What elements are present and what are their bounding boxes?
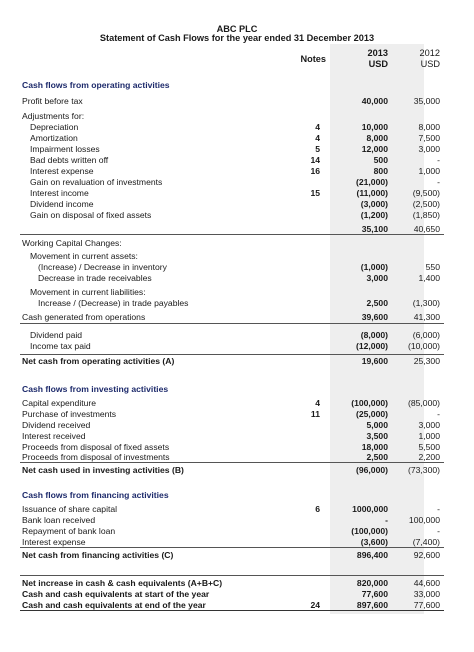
row-label: Interest expense [30,166,94,176]
row-note: 5 [315,144,320,154]
row-label: Cash flows from operating activities [22,80,170,90]
statement-row [0,188,474,199]
row-label: Bank loan received [22,515,96,525]
row-value-2013: 39,600 [361,312,388,322]
statement-row [0,398,474,409]
row-value-2012: 100,000 [408,515,440,525]
section-heading [0,384,474,395]
cash-generated-rule-top [20,323,444,324]
row-value-2012: - [437,526,440,536]
row-label: Profit before tax [22,96,83,106]
statement-row [0,431,474,442]
row-value-2012: 77,600 [413,600,440,610]
summary-rule-top [20,575,444,576]
row-value-2012: (9,500) [412,188,440,198]
statement-row [0,251,474,262]
row-label: Working Capital Changes: [22,238,122,248]
row-note: 6 [315,504,320,514]
row-value-2013: 800 [373,166,388,176]
row-value-2012: (6,000) [412,330,440,340]
notes-column-header: Notes [300,54,326,64]
row-label: Depreciation [30,122,79,132]
row-value-2012: 41,300 [413,312,440,322]
row-note: 14 [310,155,320,165]
row-label: Net cash from operating activities (A) [22,356,175,366]
row-value-2012: (1,850) [412,210,440,220]
row-label: Increase / (Decrease) in trade payables [38,298,189,308]
row-label: Income tax paid [30,341,91,351]
statement-row [0,273,474,284]
row-value-2012: 33,000 [413,589,440,599]
row-label: Movement in current liabilities: [30,287,146,297]
row-value-2012: 5,500 [418,442,440,452]
row-label: Dividend paid [30,330,83,340]
row-value-2012: 7,500 [418,133,440,143]
statement-row [0,409,474,420]
statement-row [0,589,474,600]
row-value-2012: 1,400 [418,273,440,283]
row-label: Dividend received [22,420,91,430]
row-value-2012: 40,650 [413,224,440,234]
row-note: 4 [315,122,320,132]
row-value-2012: 2,200 [418,452,440,462]
row-label: Capital expenditure [22,398,97,408]
row-value-2013: (96,000) [355,465,388,475]
row-label: Net cash from financing activities (C) [22,550,174,560]
row-value-2012: (73,300) [407,465,440,475]
row-value-2013: (11,000) [356,188,388,198]
statement-row [0,578,474,589]
subtotal-rule [20,234,444,235]
row-value-2013: 19,600 [361,356,388,366]
row-value-2013: 8,000 [366,133,388,143]
statement-row [0,287,474,298]
company-name: ABC PLC [216,24,258,34]
row-value-2012: 550 [425,262,440,272]
statement-row [0,465,474,476]
statement-row [0,420,474,431]
row-value-2013: (21,000) [355,177,388,187]
row-value-2012: - [437,409,440,419]
row-value-2013: 77,600 [361,589,388,599]
row-label: Interest income [30,188,89,198]
row-note: 4 [315,133,320,143]
row-value-2013: 5,000 [366,420,388,430]
row-value-2013: 1000,000 [352,504,388,514]
statement-row [0,515,474,526]
row-label: Issuance of share capital [22,504,118,514]
row-label: Decrease in trade receivables [38,273,152,283]
row-label: Net increase in cash & cash equivalents (A+B+C) [22,578,223,588]
row-label: Cash and cash equivalents at start of the year [22,589,210,599]
row-value-2013: (3,600) [360,537,388,547]
operating-total-rule [20,354,444,355]
row-value-2013: (100,000) [351,398,388,408]
row-label: Cash generated from operations [22,312,146,322]
statement-row [0,133,474,144]
row-label: Repayment of bank loan [22,526,116,536]
row-value-2013: 18,000 [361,442,388,452]
row-value-2012: 1,000 [418,431,440,441]
row-value-2012: 3,000 [418,420,440,430]
row-value-2012: (85,000) [407,398,440,408]
row-value-2012: (7,400) [412,537,440,547]
row-label: Amortization [30,133,78,143]
section-heading [0,490,474,501]
financing-total-rule [20,547,444,548]
row-label: Interest received [22,431,86,441]
statement-row [0,298,474,309]
statement-row [0,312,474,323]
row-label: Adjustments for: [22,111,85,121]
statement-row [0,341,474,352]
row-value-2012: (10,000) [407,341,440,351]
row-label: Cash and cash equivalents at end of the year [22,600,206,610]
summary-rule-bottom [20,610,444,611]
row-note: 24 [310,600,320,610]
statement-row [0,144,474,155]
row-value-2013: (3,000) [360,199,388,209]
row-value-2013: 2,500 [366,298,388,308]
row-label: Bad debts written off [30,155,109,165]
row-label: Cash flows from investing activities [22,384,169,394]
row-value-2013: 3,000 [366,273,388,283]
row-value-2013: 3,500 [366,431,388,441]
row-value-2012: 3,000 [418,144,440,154]
row-note: 15 [310,188,320,198]
row-label: Net cash used in investing activities (B) [22,465,184,475]
row-value-2013: (25,000) [355,409,388,419]
row-value-2012: 44,600 [413,578,440,588]
current-currency-header: USD [368,59,388,69]
row-note: 4 [315,398,320,408]
statement-row [0,238,474,249]
prior-currency-header: USD [420,59,440,69]
row-label: Movement in current assets: [30,251,138,261]
row-value-2013: 896,400 [356,550,388,560]
statement-title: Statement of Cash Flows for the year ended 31 December 2013 [99,33,375,43]
row-label: Interest expense [22,537,86,547]
row-value-2012: 35,000 [413,96,440,106]
row-value-2012: - [437,504,440,514]
row-label: Dividend income [30,199,94,209]
statement-row [0,504,474,515]
statement-row [0,155,474,166]
row-label: Proceeds from disposal of fixed assets [22,442,170,452]
statement-row [0,177,474,188]
row-value-2012: - [437,155,440,165]
row-value-2012: 8,000 [418,122,440,132]
row-value-2012: 92,600 [413,550,440,560]
statement-row [0,111,474,122]
row-label: Purchase of investments [22,409,117,419]
row-value-2013: 897,600 [356,600,388,610]
statement-row [0,96,474,107]
statement-row [0,210,474,221]
statement-row [0,122,474,133]
row-value-2013: 35,100 [361,224,388,234]
section-heading [0,80,474,91]
row-label: Proceeds from disposal of investments [22,452,170,462]
statement-row [0,262,474,273]
statement-row [0,330,474,341]
row-note: 11 [310,409,320,419]
row-value-2013: 10,000 [361,122,388,132]
row-value-2012: (1,300) [412,298,440,308]
row-note: 16 [310,166,320,176]
row-value-2013: (12,000) [355,341,388,351]
statement-row [0,550,474,561]
row-label: (Increase) / Decrease in inventory [38,262,167,272]
prior-year-header: 2012 [419,48,440,58]
statement-row [0,166,474,177]
statement-row [0,199,474,210]
row-value-2013: 820,000 [356,578,388,588]
row-value-2013: (100,000) [351,526,388,536]
row-label: Cash flows from financing activities [22,490,169,500]
row-value-2012: 25,300 [413,356,440,366]
row-value-2013: 40,000 [361,96,388,106]
row-label: Impairment losses [30,144,100,154]
statement-row [0,526,474,537]
row-value-2013: (1,000) [360,262,388,272]
statement-row [0,356,474,367]
row-value-2013: (1,200) [360,210,388,220]
current-year-header: 2013 [367,48,388,58]
row-label: Gain on revaluation of investments [30,177,163,187]
row-value-2013: 500 [373,155,388,165]
row-value-2012: - [437,177,440,187]
row-label: Gain on disposal of fixed assets [30,210,152,220]
row-value-2013: 2,500 [366,452,388,462]
investing-total-rule [20,462,444,463]
row-value-2012: 1,000 [418,166,440,176]
row-value-2013: 12,000 [361,144,388,154]
row-value-2013: - [385,515,388,525]
row-value-2013: (8,000) [360,330,388,340]
row-value-2012: (2,500) [412,199,440,209]
